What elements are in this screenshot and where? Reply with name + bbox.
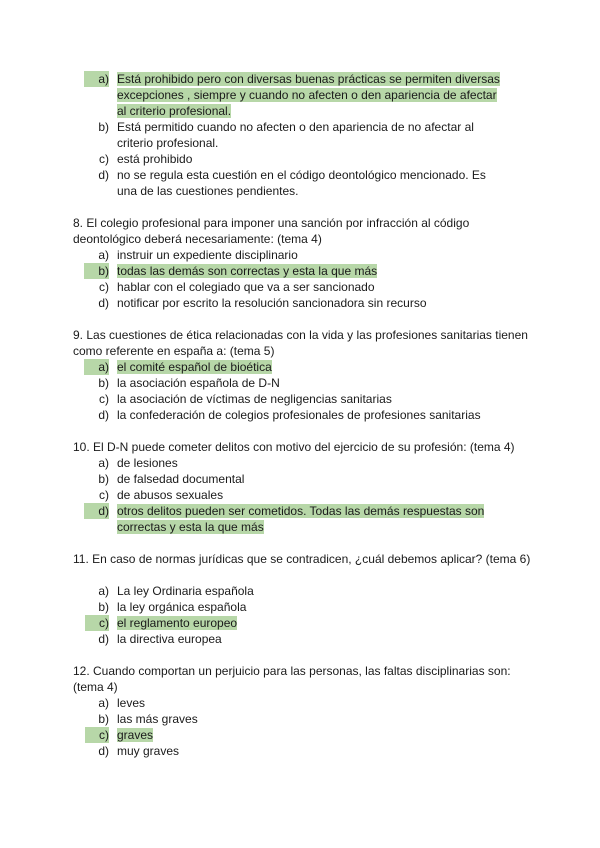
- option-letter: c): [99, 280, 109, 294]
- option-letter: d): [98, 744, 109, 758]
- option-letter: c): [99, 488, 109, 502]
- option-letter: b): [84, 263, 109, 279]
- option-c: [73, 727, 533, 743]
- question-11-text: 11. En caso de normas jurídicas que se contradicen, ¿cuál debemos aplicar? (tema 6): [73, 552, 531, 566]
- option-letter: a): [98, 584, 109, 598]
- question-12-text: 12. Cuando comportan un perjuicio para las personas, las faltas disciplinarias son: (tema 4): [73, 664, 511, 694]
- option-d: [73, 407, 533, 423]
- option-text: la asociación española de D-N: [117, 376, 280, 390]
- question-10-options: [73, 455, 533, 535]
- option-text: hablar con el colegiado que va a ser sancionado: [117, 280, 375, 294]
- option-text: todas las demás son correctas y esta la que más: [117, 264, 378, 278]
- option-text: La ley Ordinaria española: [117, 584, 254, 598]
- option-b: [73, 599, 533, 615]
- option-c: [73, 487, 533, 503]
- option-b: [73, 119, 533, 151]
- option-letter: c): [85, 727, 109, 743]
- option-c: [73, 279, 533, 295]
- option-text: graves: [117, 728, 154, 742]
- option-letter: d): [98, 632, 109, 646]
- option-text: las más graves: [117, 712, 198, 726]
- option-text: está prohibido: [117, 152, 193, 166]
- option-text: leves: [117, 696, 146, 710]
- option-letter: b): [98, 712, 109, 726]
- option-letter: b): [98, 120, 109, 134]
- option-c: [73, 615, 533, 631]
- option-letter: a): [98, 696, 109, 710]
- option-text: de abusos sexuales: [117, 488, 224, 502]
- option-text: otros delitos pueden ser cometidos. Todas las demás respuestas son correctas y esta la que más: [117, 504, 485, 534]
- option-letter: d): [98, 408, 109, 422]
- question-9-options: [73, 359, 533, 423]
- option-d: [73, 743, 533, 759]
- option-text: instruir un expediente disciplinario: [117, 248, 298, 262]
- option-b: [73, 375, 533, 391]
- option-b: [73, 711, 533, 727]
- option-letter: c): [85, 615, 109, 631]
- option-text: notificar por escrito la resolución sancionadora sin recurso: [117, 296, 427, 310]
- option-a: [73, 695, 533, 711]
- option-letter: c): [99, 152, 109, 166]
- option-letter: a): [84, 71, 109, 87]
- option-text: la directiva europea: [117, 632, 222, 646]
- option-text: la asociación de víctimas de negligencias sanitarias: [117, 392, 392, 406]
- option-a: [73, 247, 533, 263]
- option-d: [73, 503, 533, 535]
- option-letter: d): [84, 503, 109, 519]
- option-a: [73, 455, 533, 471]
- option-letter: c): [99, 392, 109, 406]
- question-9-text: 9. Las cuestiones de ética relacionadas con la vida y las profesiones sanitarias tienen como referente en españa a: (tema 5): [73, 328, 528, 358]
- option-d: [73, 631, 533, 647]
- option-text: de falsedad documental: [117, 472, 245, 486]
- option-text: el comité español de bioética: [117, 360, 272, 374]
- option-a: [73, 359, 533, 375]
- option-letter: d): [98, 296, 109, 310]
- option-c: [73, 151, 533, 167]
- option-text: el reglamento europeo: [117, 616, 238, 630]
- option-letter: b): [98, 472, 109, 486]
- option-text: de lesiones: [117, 456, 178, 470]
- question-8-text: 8. El colegio profesional para imponer una sanción por infracción al código deontológico deberá necesariamente: (tema 4): [73, 216, 470, 246]
- option-a: [73, 71, 533, 119]
- prev-question-options: [73, 71, 533, 199]
- option-letter: b): [98, 600, 109, 614]
- question-12-options: [73, 695, 533, 759]
- option-d: [73, 167, 533, 199]
- option-b: [73, 263, 533, 279]
- option-text: Está permitido cuando no afecten o den apariencia de no afectar al criterio profesional.: [117, 120, 474, 150]
- question-8-options: [73, 247, 533, 311]
- option-text: no se regula esta cuestión en el código deontológico mencionado. Es una de las cuestiones pendientes.: [117, 168, 486, 198]
- option-a: [73, 583, 533, 599]
- option-b: [73, 471, 533, 487]
- option-text: muy graves: [117, 744, 180, 758]
- option-letter: b): [98, 376, 109, 390]
- option-letter: a): [98, 248, 109, 262]
- question-11-options: [73, 583, 533, 647]
- option-text: la ley orgánica española: [117, 600, 247, 614]
- option-d: [73, 295, 533, 311]
- option-letter: d): [98, 168, 109, 182]
- option-text: Está prohibido pero con diversas buenas prácticas se permiten diversas excepciones , siempre y cuando no afecten o den apariencia de afectar al criterio profesional.: [117, 72, 500, 118]
- question-10-text: 10. El D-N puede cometer delitos con motivo del ejercicio de su profesión: (tema 4): [73, 440, 515, 454]
- option-c: [73, 391, 533, 407]
- option-letter: a): [84, 359, 109, 375]
- option-letter: a): [98, 456, 109, 470]
- option-text: la confederación de colegios profesionales de profesiones sanitarias: [117, 408, 481, 422]
